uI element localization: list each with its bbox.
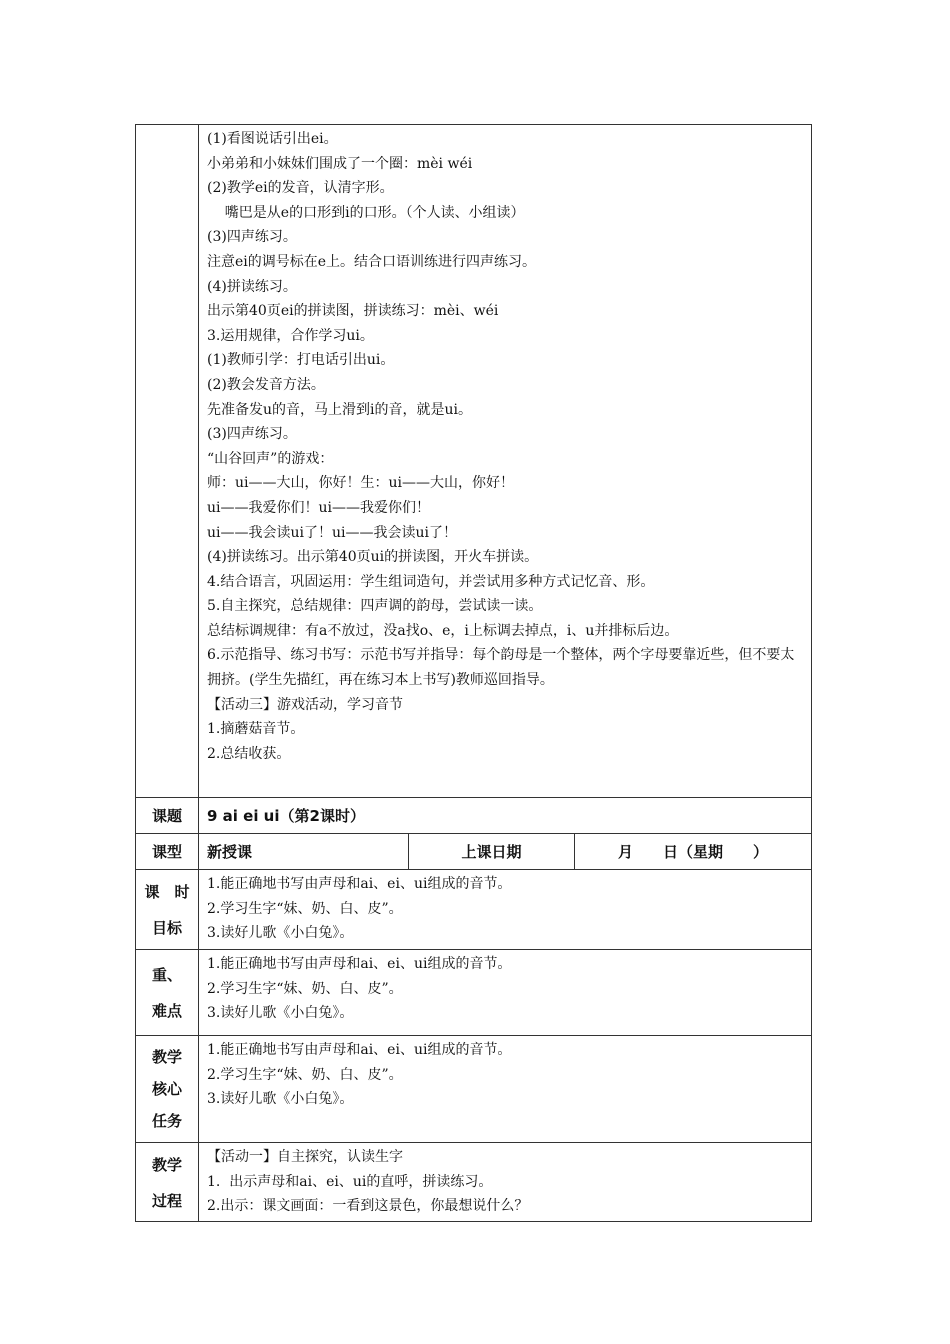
text-line: 嘴巴是从e的口形到i的口形。（个人读、小组读） bbox=[207, 204, 525, 221]
key-points-label bbox=[136, 950, 199, 1036]
goals-label-line: 课 时 bbox=[144, 882, 190, 901]
text-line: 2.学习生字“妹、奶、白、皮”。 bbox=[207, 900, 403, 917]
type-label: 课型 bbox=[136, 834, 199, 870]
text-line: 6.示范指导、练习书写：示范书写并指导：每个韵母是一个整体，两个字母要靠近些，但不要太拥挤。(学生先描红，再在练习本上书写)教师巡回指导。 bbox=[207, 647, 795, 689]
text-line: “山谷回声”的游戏： bbox=[207, 450, 334, 467]
core-tasks-label bbox=[136, 1036, 199, 1143]
text-line: 1.摘蘑菇音节。 bbox=[207, 721, 305, 738]
text-line: 2.学习生字“妹、奶、白、皮”。 bbox=[207, 1066, 403, 1083]
text-line: (4)拼读练习。出示第40页ui的拼读图，开火车拼读。 bbox=[207, 549, 539, 566]
text-line: 2.学习生字“妹、奶、白、皮”。 bbox=[207, 980, 403, 997]
process-label-line: 过程 bbox=[151, 1192, 182, 1210]
text-line: 3.运用规律，合作学习ui。 bbox=[207, 327, 374, 344]
text-line: 2.总结收获。 bbox=[207, 745, 291, 762]
key-points-label-line: 难点 bbox=[151, 1001, 182, 1020]
continuation-row bbox=[136, 125, 812, 798]
lesson-plan-table bbox=[135, 124, 812, 1222]
text-line: (2)教学ei的发音，认清字形。 bbox=[207, 180, 394, 197]
goals-content bbox=[199, 870, 812, 950]
text-line: 2.出示：课文画面：一看到这景色，你最想说什么？ bbox=[207, 1198, 529, 1215]
type-row bbox=[136, 834, 812, 870]
text-line: (4)拼读练习。 bbox=[207, 278, 297, 295]
text-line: 3.读好儿歌《小白兔》。 bbox=[207, 1005, 354, 1022]
text-line: 5.自主探究，总结规律：四声调的韵母，尝试读一读。 bbox=[207, 598, 543, 615]
text-line: 师：ui——大山，你好！生：ui——大山，你好！ bbox=[207, 475, 514, 492]
topic-label: 课题 bbox=[136, 798, 199, 834]
topic-value: 9 ai ei ui（第2课时） bbox=[199, 798, 812, 834]
goals-label-line: 目标 bbox=[151, 918, 182, 937]
topic-row bbox=[136, 798, 812, 834]
process-label bbox=[136, 1143, 199, 1222]
date-value: 月 日（星期 ） bbox=[575, 834, 812, 870]
process-content bbox=[199, 1143, 812, 1222]
key-points-label-line: 重、 bbox=[151, 965, 182, 984]
core-tasks-content bbox=[199, 1036, 812, 1143]
process-label-line: 教学 bbox=[151, 1156, 182, 1174]
type-value: 新授课 bbox=[199, 834, 409, 870]
date-label: 上课日期 bbox=[409, 834, 575, 870]
continuation-label-cell bbox=[136, 125, 199, 798]
text-line: (1)教师引学：打电话引出ui。 bbox=[207, 352, 395, 369]
text-line: 1.能正确地书写由声母和ai、ei、ui组成的音节。 bbox=[207, 876, 512, 892]
text-line: (1)看图说话引出ei。 bbox=[207, 131, 338, 147]
core-tasks-label-line: 任务 bbox=[151, 1112, 182, 1130]
core-tasks-label-line: 核心 bbox=[151, 1080, 182, 1098]
text-line: 1.能正确地书写由声母和ai、ei、ui组成的音节。 bbox=[207, 1042, 512, 1058]
key-points-content bbox=[199, 950, 812, 1036]
text-line: ui——我会读ui了！ui——我会读ui了！ bbox=[207, 524, 457, 541]
text-line: 4.结合语言，巩固运用：学生组词造句，并尝试用多种方式记忆音、形。 bbox=[207, 573, 655, 590]
text-line: 【活动三】游戏活动，学习音节 bbox=[207, 696, 403, 713]
process-row bbox=[136, 1143, 812, 1222]
text-line: 先准备发u的音，马上滑到i的音，就是ui。 bbox=[207, 401, 472, 418]
text-line: 小弟弟和小妹妹们围成了一个圈：mèi wéi bbox=[207, 155, 473, 172]
text-line: 3.读好儿歌《小白兔》。 bbox=[207, 925, 354, 942]
core-tasks-label-line: 教学 bbox=[151, 1048, 182, 1066]
core-tasks-row bbox=[136, 1036, 812, 1143]
goals-label bbox=[136, 870, 199, 950]
text-line: 3.读好儿歌《小白兔》。 bbox=[207, 1091, 354, 1108]
lesson-plan-sheet bbox=[135, 124, 811, 1222]
text-line: 1. 出示声母和ai、ei、ui的直呼，拼读练习。 bbox=[207, 1173, 493, 1190]
text-line: 注意ei的调号标在e上。结合口语训练进行四声练习。 bbox=[207, 253, 537, 270]
text-line: 1.能正确地书写由声母和ai、ei、ui组成的音节。 bbox=[207, 956, 512, 972]
goals-row bbox=[136, 870, 812, 950]
text-line: ui——我爱你们！ui——我爱你们！ bbox=[207, 499, 430, 516]
text-line: 总结标调规律：有a不放过，没a找o、e，i上标调去掉点，i、u并排标后边。 bbox=[207, 622, 679, 639]
continuation-content bbox=[199, 125, 812, 798]
text-line: (3)四声练习。 bbox=[207, 426, 297, 443]
text-line: (2)教会发音方法。 bbox=[207, 376, 325, 393]
text-line: 出示第40页ei的拼读图，拼读练习：mèi、wéi bbox=[207, 303, 499, 320]
text-line: 【活动一】自主探究，认读生字 bbox=[207, 1149, 403, 1165]
text-line: (3)四声练习。 bbox=[207, 229, 297, 246]
key-points-row bbox=[136, 950, 812, 1036]
